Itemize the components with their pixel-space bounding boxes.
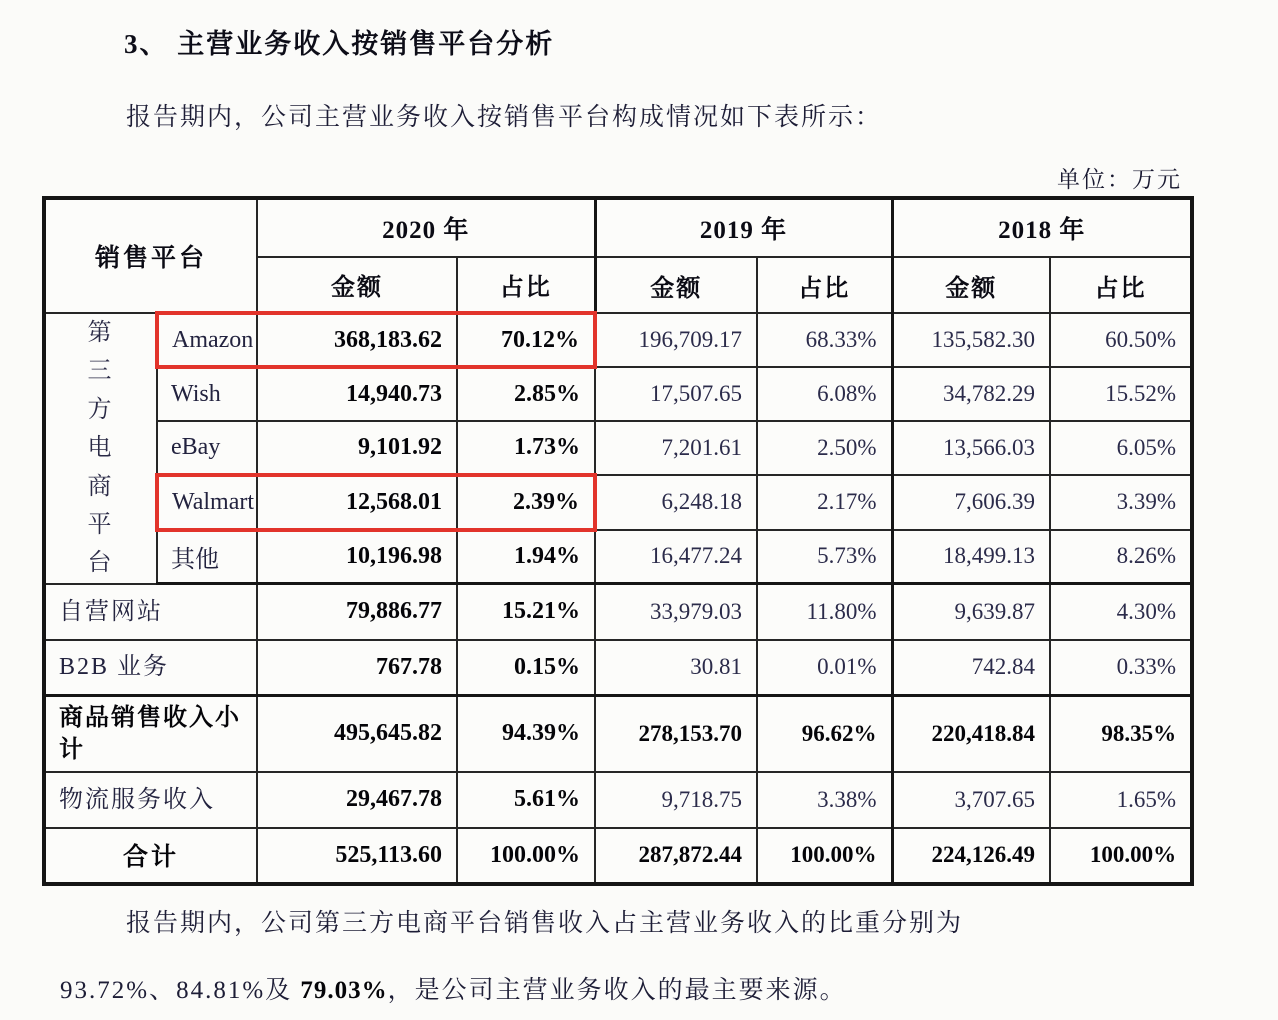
amount-2020: 368,183.62	[257, 313, 457, 367]
col-header-ratio-2020: 占比	[457, 257, 595, 313]
ratio-2018: 15.52%	[1050, 367, 1192, 421]
ratio-2019: 6.08%	[757, 367, 892, 421]
footer-line1: 报告期内，公司第三方电商平台销售收入占主营业务收入的比重分别为	[126, 910, 964, 937]
footer-line2-rest: ，是公司主营业务收入的最主要来源。	[387, 977, 847, 1004]
platform-cell: eBay	[157, 421, 257, 475]
ratio-2019: 3.38%	[757, 772, 892, 828]
ratio-2018: 3.39%	[1050, 475, 1192, 529]
ratio-2018: 0.33%	[1050, 640, 1192, 696]
platform-cell: Amazon	[157, 313, 257, 367]
revenue-by-platform-table	[42, 196, 1194, 886]
row-label: 商品销售收入小计	[44, 696, 257, 772]
ratio-2018: 4.30%	[1050, 584, 1192, 640]
table-row-walmart	[44, 475, 1192, 529]
ratio-2018: 100.00%	[1050, 828, 1192, 884]
ratio-2018: 6.05%	[1050, 421, 1192, 475]
ratio-2020: 0.15%	[457, 640, 595, 696]
table-row-b2b	[44, 640, 1192, 696]
table-row-wish	[44, 367, 1192, 421]
header-row-years	[44, 198, 1192, 257]
amount-2020: 79,886.77	[257, 584, 457, 640]
group-label-cell	[44, 313, 157, 584]
table-row-ebay	[44, 421, 1192, 475]
ratio-2020: 15.21%	[457, 584, 595, 640]
amount-2020: 767.78	[257, 640, 457, 696]
table-row-other	[44, 530, 1192, 584]
amount-2020: 10,196.98	[257, 530, 457, 584]
amount-2018: 13,566.03	[892, 421, 1050, 475]
footer-paragraph	[60, 890, 1225, 1020]
ratio-2018: 98.35%	[1050, 696, 1192, 772]
ratio-2019: 0.01%	[757, 640, 892, 696]
ratio-2019: 2.17%	[757, 475, 892, 529]
table-row-own-website	[44, 584, 1192, 640]
row-label: B2B 业务	[44, 640, 257, 696]
row-label: 自营网站	[44, 584, 257, 640]
platform-cell: 其他	[157, 530, 257, 584]
ratio-2019: 68.33%	[757, 313, 892, 367]
amount-2018: 9,639.87	[892, 584, 1050, 640]
amount-2020: 29,467.78	[257, 772, 457, 828]
amount-2020: 525,113.60	[257, 828, 457, 884]
ratio-2020: 1.94%	[457, 530, 595, 584]
ratio-2020: 1.73%	[457, 421, 595, 475]
ratio-2020: 70.12%	[457, 313, 595, 367]
amount-2019: 287,872.44	[595, 828, 757, 884]
amount-2019: 33,979.03	[595, 584, 757, 640]
col-header-2020: 2020 年	[257, 198, 595, 257]
col-header-2019: 2019 年	[595, 198, 892, 257]
amount-2019: 16,477.24	[595, 530, 757, 584]
amount-2020: 12,568.01	[257, 475, 457, 529]
table-row-total	[44, 828, 1192, 884]
ratio-2020: 2.85%	[457, 367, 595, 421]
ratio-2019: 96.62%	[757, 696, 892, 772]
amount-2019: 17,507.65	[595, 367, 757, 421]
ratio-2020: 100.00%	[457, 828, 595, 884]
amount-2018: 135,582.30	[892, 313, 1050, 367]
table-row-goods-subtotal	[44, 696, 1192, 772]
amount-2018: 3,707.65	[892, 772, 1050, 828]
amount-2018: 742.84	[892, 640, 1050, 696]
ratio-2019: 100.00%	[757, 828, 892, 884]
platform-cell: Wish	[157, 367, 257, 421]
table-row-logistics	[44, 772, 1192, 828]
ratio-2019: 2.50%	[757, 421, 892, 475]
col-header-2018: 2018 年	[892, 198, 1192, 257]
amount-2018: 220,418.84	[892, 696, 1050, 772]
ratio-2020: 2.39%	[457, 475, 595, 529]
amount-2018: 224,126.49	[892, 828, 1050, 884]
col-header-amount-2020: 金额	[257, 257, 457, 313]
amount-2019: 6,248.18	[595, 475, 757, 529]
platform-cell: Walmart	[157, 475, 257, 529]
col-header-ratio-2018: 占比	[1050, 257, 1192, 313]
row-label: 物流服务收入	[44, 772, 257, 828]
ratio-2019: 5.73%	[757, 530, 892, 584]
col-header-amount-2019: 金额	[595, 257, 757, 313]
intro-paragraph: 报告期内，公司主营业务收入按销售平台构成情况如下表所示：	[126, 104, 883, 131]
amount-2020: 14,940.73	[257, 367, 457, 421]
amount-2019: 7,201.61	[595, 421, 757, 475]
group-label: 第三方电商平台	[87, 320, 114, 577]
ratio-2018: 1.65%	[1050, 772, 1192, 828]
ratio-2020: 5.61%	[457, 772, 595, 828]
ratio-2018: 60.50%	[1050, 313, 1192, 367]
amount-2019: 196,709.17	[595, 313, 757, 367]
ratio-2020: 94.39%	[457, 696, 595, 772]
amount-2018: 34,782.29	[892, 367, 1050, 421]
footer-percents: 93.72%、84.81%及	[60, 977, 301, 1004]
col-header-platform: 销售平台	[44, 198, 257, 313]
amount-2020: 9,101.92	[257, 421, 457, 475]
section-title: 3、 主营业务收入按销售平台分析	[124, 29, 555, 59]
amount-2019: 30.81	[595, 640, 757, 696]
table-row-amazon	[44, 313, 1192, 367]
col-header-amount-2018: 金额	[892, 257, 1050, 313]
footer-percent-bold: 79.03%	[300, 977, 388, 1004]
col-header-ratio-2019: 占比	[757, 257, 892, 313]
amount-2019: 278,153.70	[595, 696, 757, 772]
amount-2020: 495,645.82	[257, 696, 457, 772]
amount-2019: 9,718.75	[595, 772, 757, 828]
amount-2018: 7,606.39	[892, 475, 1050, 529]
footer-line2	[60, 957, 1225, 1020]
row-label-total: 合计	[44, 828, 257, 884]
ratio-2019: 11.80%	[757, 584, 892, 640]
unit-label: 单位：万元	[1057, 167, 1182, 192]
amount-2018: 18,499.13	[892, 530, 1050, 584]
ratio-2018: 8.26%	[1050, 530, 1192, 584]
